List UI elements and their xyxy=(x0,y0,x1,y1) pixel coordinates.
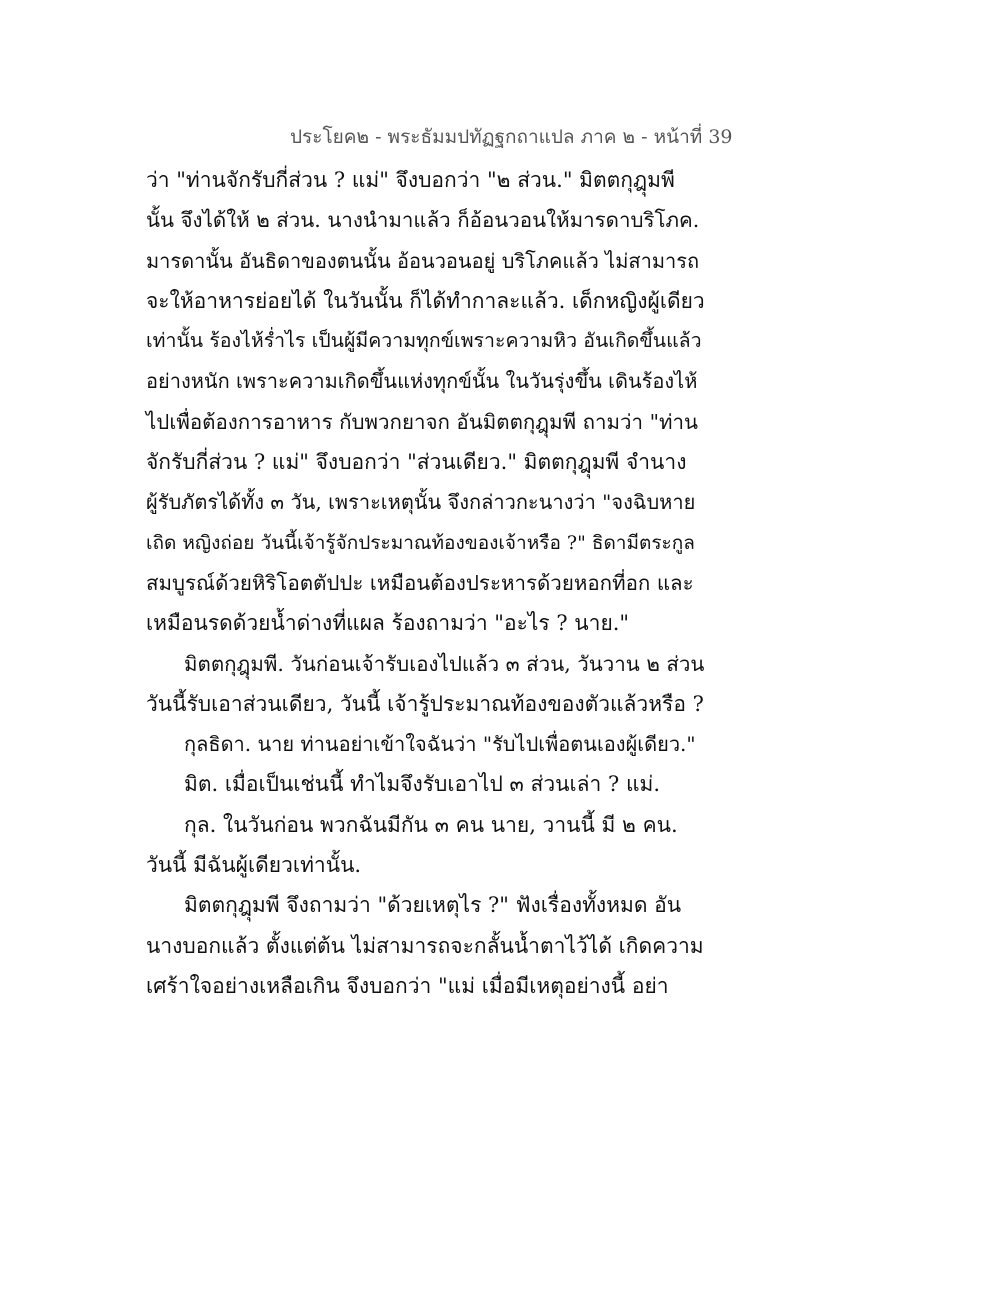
text-line: เหมือนรดด้วยน้ำด่างที่แผล ร้องถามว่า "อะไร ? นาย." xyxy=(146,611,630,636)
text-line: มิต. เมื่อเป็นเช่นนี้ ทำไมจึงรับเอาไป ๓ ส่วนเล่า ? แม่. xyxy=(184,772,660,797)
text-line: ว่า "ท่านจักรับกี่ส่วน ? แม่" จึงบอกว่า "๒ ส่วน." มิตตกุฎุมพี xyxy=(146,168,675,192)
text-line: เถิด หญิงถ่อย วันนี้เจ้ารู้จักประมาณท้องของเจ้าหรือ ?" ธิดามีตระกูล xyxy=(146,531,695,554)
text-line: จะให้อาหารย่อยได้ ในวันนั้น ก็ได้ทำกาละแล้ว. เด็กหญิงผู้เดียว xyxy=(146,288,705,313)
text-line: มิตตกุฎุมพี จึงถามว่า "ด้วยเหตุไร ?" ฟังเรื่องทั้งหมด อัน xyxy=(184,893,682,918)
text-line: สมบูรณ์ด้วยหิริโอตตัปปะ เหมือนต้องประหารด้วยหอกที่อก และ xyxy=(146,570,694,595)
text-line: เท่านั้น ร้องไห้ร่ำไร เป็นผู้มีความทุกข์เพราะความหิว อันเกิดขึ้นแล้ว xyxy=(146,329,702,353)
text-line: กุล. ในวันก่อน พวกฉันมีกัน ๓ คน นาย, วานนี้ มี ๒ คน. xyxy=(184,812,678,837)
text-line: จักรับกี่ส่วน ? แม่" จึงบอกว่า "ส่วนเดียว." มิตตกุฎุมพี จำนาง xyxy=(146,450,687,475)
text-line: วันนี้รับเอาส่วนเดียว, วันนี้ เจ้ารู้ประมาณท้องของตัวแล้วหรือ ? xyxy=(146,691,704,716)
text-line: เศร้าใจอย่างเหลือเกิน จึงบอกว่า "แม่ เมื่อมีเหตุอย่างนี้ อย่า xyxy=(146,973,669,998)
body-text xyxy=(146,160,706,1006)
text-line: นั้น จึงได้ให้ ๒ ส่วน. นางนำมาแล้ว ก็อ้อนวอนให้มารดาบริโภค. xyxy=(146,208,700,233)
text-line: มิตตกุฎุมพี. วันก่อนเจ้ารับเองไปแล้ว ๓ ส่วน, วันวาน ๒ ส่วน xyxy=(184,651,705,676)
text-line: นางบอกแล้ว ตั้งแต่ต้น ไม่สามารถจะกลั้นน้ำตาไว้ได้ เกิดความ xyxy=(146,933,704,958)
text-line: มารดานั้น อันธิดาของตนนั้น อ้อนวอนอยู่ บริโภคแล้ว ไม่สามารถ xyxy=(146,248,700,273)
text-line: วันนี้ มีฉันผู้เดียวเท่านั้น. xyxy=(146,853,362,878)
text-line: ผู้รับภัตรได้ทั้ง ๓ วัน, เพราะเหตุนั้น จึงกล่าวกะนางว่า "จงฉิบหาย xyxy=(146,490,696,515)
text-line: อย่างหนัก เพราะความเกิดขึ้นแห่งทุกข์นั้น ในวันรุ่งขึ้น เดินร้องไห้ xyxy=(146,369,698,394)
running-header: ประโยค๒ - พระธัมมปทัฏฐกถาแปล ภาค ๒ - หน้าที่ 39 xyxy=(290,126,733,148)
text-line: ไปเพื่อต้องการอาหาร กับพวกยาจก อันมิตตกุฎุมพี ถามว่า "ท่าน xyxy=(146,409,699,434)
text-line: กุลธิดา. นาย ท่านอย่าเข้าใจฉันว่า "รับไปเพื่อตนเองผู้เดียว." xyxy=(184,732,696,757)
